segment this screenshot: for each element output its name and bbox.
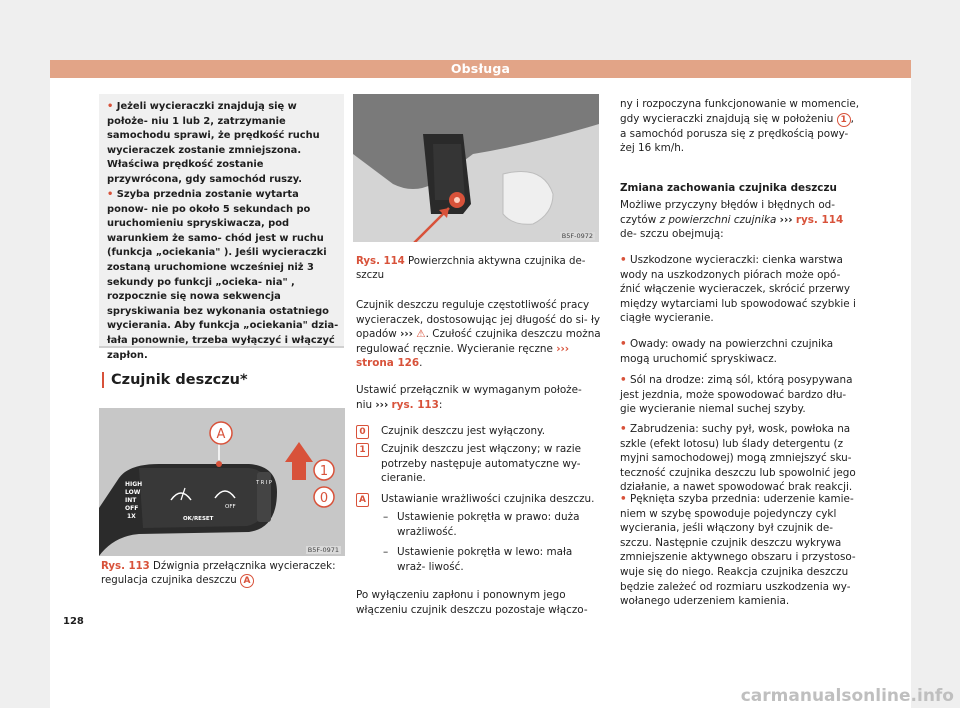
sensor-area-illustration	[353, 94, 599, 242]
text: ny i rozpoczyna funkcjonowanie w momencie, gdy wycieraczki znajdują się w położeniu	[620, 98, 860, 125]
warning-item-1	[107, 100, 339, 188]
warning-text-2: Szyba przednia zostanie wytarta ponow- nie po około 5 sekundach po uruchomieniu spryskiwacza, pod warunkiem że samo- chód jest w ruchu (funkcja „ociekania" ). Jeśli wycieraczki zostaną uruchomione wcześniej niż 3 sekundy po funkcji „ocieka- nia" , rozpocznie się nowa sekwencja spryskiwania bez wykonania ostatniego wycierania. Aby funkcja „ociekania" dzia- łała ponownie, trzeba wyłączyć i włączyć zapłon.	[107, 189, 339, 361]
sub-list-item	[383, 545, 601, 573]
figure-114-caption	[356, 255, 596, 283]
switch-label-trip: T R I P	[256, 480, 272, 486]
bullet-icon: •	[620, 254, 627, 266]
position-badge: A	[356, 493, 369, 507]
figure-label: Rys. 113	[101, 561, 150, 572]
bullet-text: Uszkodzone wycieraczki: cienka warstwa wody na uszkodzonych piórach może opó- źnić włączenie wycieraczek, skrócić przerwy między wytarciami lub spowodować szybkie i ciągłe wycieranie.	[620, 254, 856, 325]
page-link[interactable]: ››› strona 126	[356, 342, 570, 370]
right-bullet-1	[620, 253, 863, 326]
right-bullet-5	[620, 492, 863, 609]
page-number: 128	[63, 616, 84, 627]
middle-paragraph-3: Po wyłączeniu zapłonu i ponownym jego włączeniu czujnik deszczu pozostaje włączo-	[356, 589, 588, 616]
italic-text: z powierzchni czujnika	[659, 213, 777, 226]
list-item-text: Ustawianie wrażliwości czujnika deszczu.	[381, 493, 595, 505]
position-badge: 1	[837, 113, 851, 127]
sub-item-text: Ustawienie pokrętła w prawo: duża wrażliwość.	[397, 511, 580, 538]
bullet-icon: •	[620, 338, 627, 350]
bullet-icon: •	[620, 493, 627, 505]
list-item	[356, 492, 601, 507]
sub-item-text: Ustawienie pokrętła w lewo: mała wraż- liwość.	[397, 546, 573, 573]
caption-text: Dźwignia przełącznika wycieraczek: regulacja czujnika deszczu	[101, 561, 336, 586]
sub-list-item	[383, 510, 601, 538]
warning-text-1: Jeżeli wycieraczki znajdują się w położe- niu 1 lub 2, zatrzymanie samochodu sprawi, że prędkość ruchu wycieraczek zostanie zmniejszona. Właściwa prędkość zostanie przywrócona, gdy samochód ruszy.	[107, 101, 320, 185]
subsection-heading: Zmiana zachowania czujnika deszczu	[620, 182, 837, 194]
position-badge: 1	[356, 443, 369, 457]
bullet-text: Zabrudzenia: suchy pył, wosk, powłoka na szkle (efekt lotosu) lub ślady detergentu (z myjni samochodowej) mogą zmniejszyć sku- teczność czujnika deszczu lub spowolnić jego działanie, a nawet spowodować brak reakcji.	[620, 423, 856, 494]
right-bullet-2	[620, 337, 863, 366]
rain-sensor-dial-marker	[216, 461, 222, 467]
caption-text: Powierzchnia aktywna czujnika de- szczu	[356, 256, 586, 281]
dash-icon: –	[383, 546, 389, 558]
position-1-label: 1	[319, 464, 329, 479]
right-bullet-4	[620, 422, 863, 495]
list-item	[356, 442, 601, 485]
wiper-lever-illustration	[99, 408, 345, 556]
page-header-title: Obsługa	[450, 61, 511, 76]
section-title: Czujnik deszczu*	[102, 372, 248, 388]
list-item	[356, 424, 601, 439]
warning-triangle-icon: ⚠	[416, 328, 426, 341]
list-item-text: Czujnik deszczu jest wyłączony.	[381, 425, 546, 437]
bullet-icon: •	[107, 189, 114, 200]
bullet-icon: •	[107, 101, 114, 112]
arrows-icon: ›››	[400, 328, 413, 341]
switch-label-low: LOW	[125, 489, 141, 496]
figure-113	[99, 408, 345, 556]
middle-paragraph-1	[356, 298, 601, 371]
warning-item-2	[107, 188, 339, 363]
switch-label-off-2: OFF	[225, 504, 236, 510]
text: de- szczu obejmują:	[620, 228, 724, 241]
right-bullet-3	[620, 373, 863, 417]
position-badge: 0	[356, 425, 369, 439]
bullet-text: Sól na drodze: zimą sól, którą posypywana jest jezdnia, może spowodować bardzo dłu- gie wycieranie niemal suchej szyby.	[620, 374, 853, 416]
middle-paragraph-2	[356, 383, 601, 412]
switch-label-off: OFF	[125, 505, 139, 512]
figure-code: B5F-0972	[561, 232, 593, 240]
bullet-icon: •	[620, 374, 627, 386]
bullet-icon: •	[620, 423, 627, 435]
text: .	[419, 357, 423, 370]
text: Możliwe przyczyny błędów i błędnych od- czytów	[620, 199, 836, 226]
text: Czujnik deszczu reguluje częstotliwość pracy wycieraczek, dostosowując jej długość do si- ły opadów	[356, 299, 601, 341]
figure-113-caption	[101, 560, 341, 588]
warning-box	[99, 94, 344, 361]
arrows-icon: ›››	[375, 398, 389, 411]
text: :	[438, 398, 443, 411]
switch-label-int: INT	[125, 497, 137, 504]
text: . Czułość czujnika deszczu można regulować ręcznie. Wycieranie ręczne	[356, 328, 601, 355]
switch-label-1x: 1X	[127, 513, 136, 520]
bullet-text: Pęknięta szyba przednia: uderzenie kamie- niem w szybę spowoduje pojedynczy cykl wycierania, jeśli włączony był czujnik de- szczu. Następnie czujnik deszczu wykrywa zmniejszenie aktywnego obszaru i przystoso- wuje się do niego. Reakcja czujnika deszczu będzie zależeć od rozmiaru uszkodzenia wy- wołanego uderzeniem kamienia.	[620, 493, 856, 608]
figure-label: Rys. 114	[356, 256, 405, 267]
figure-link[interactable]: rys. 114	[795, 213, 844, 226]
figure-link[interactable]: rys. 113	[391, 398, 439, 411]
header-bar	[50, 60, 911, 78]
watermark: carmanualsonline.info	[740, 686, 954, 706]
arrows-icon: ›››	[779, 213, 793, 226]
callout-a-label: A	[216, 427, 226, 442]
dash-icon: –	[383, 511, 389, 523]
position-0-label: 0	[319, 491, 329, 506]
bullet-text: Owady: owady na powierzchni czujnika mogą uruchomić spryskiwacz.	[620, 338, 834, 365]
text: , a samochód porusza się z prędkością powy- żej 16 km/h.	[620, 112, 854, 155]
right-paragraph-1	[620, 97, 863, 156]
figure-114	[353, 94, 599, 242]
list-item-text: Czujnik deszczu jest włączony; w razie potrzeby następuje automatyczne wy- cieranie.	[381, 443, 582, 485]
switch-label-ok-reset: OK/RESET	[183, 516, 214, 522]
caption-badge: A	[240, 574, 254, 588]
right-paragraph-2	[620, 198, 863, 242]
switch-label-high: HIGH	[125, 481, 143, 488]
figure-code: B5F-0971	[307, 546, 339, 554]
text: Ustawić przełącznik w wymaganym położe- niu	[356, 384, 582, 411]
